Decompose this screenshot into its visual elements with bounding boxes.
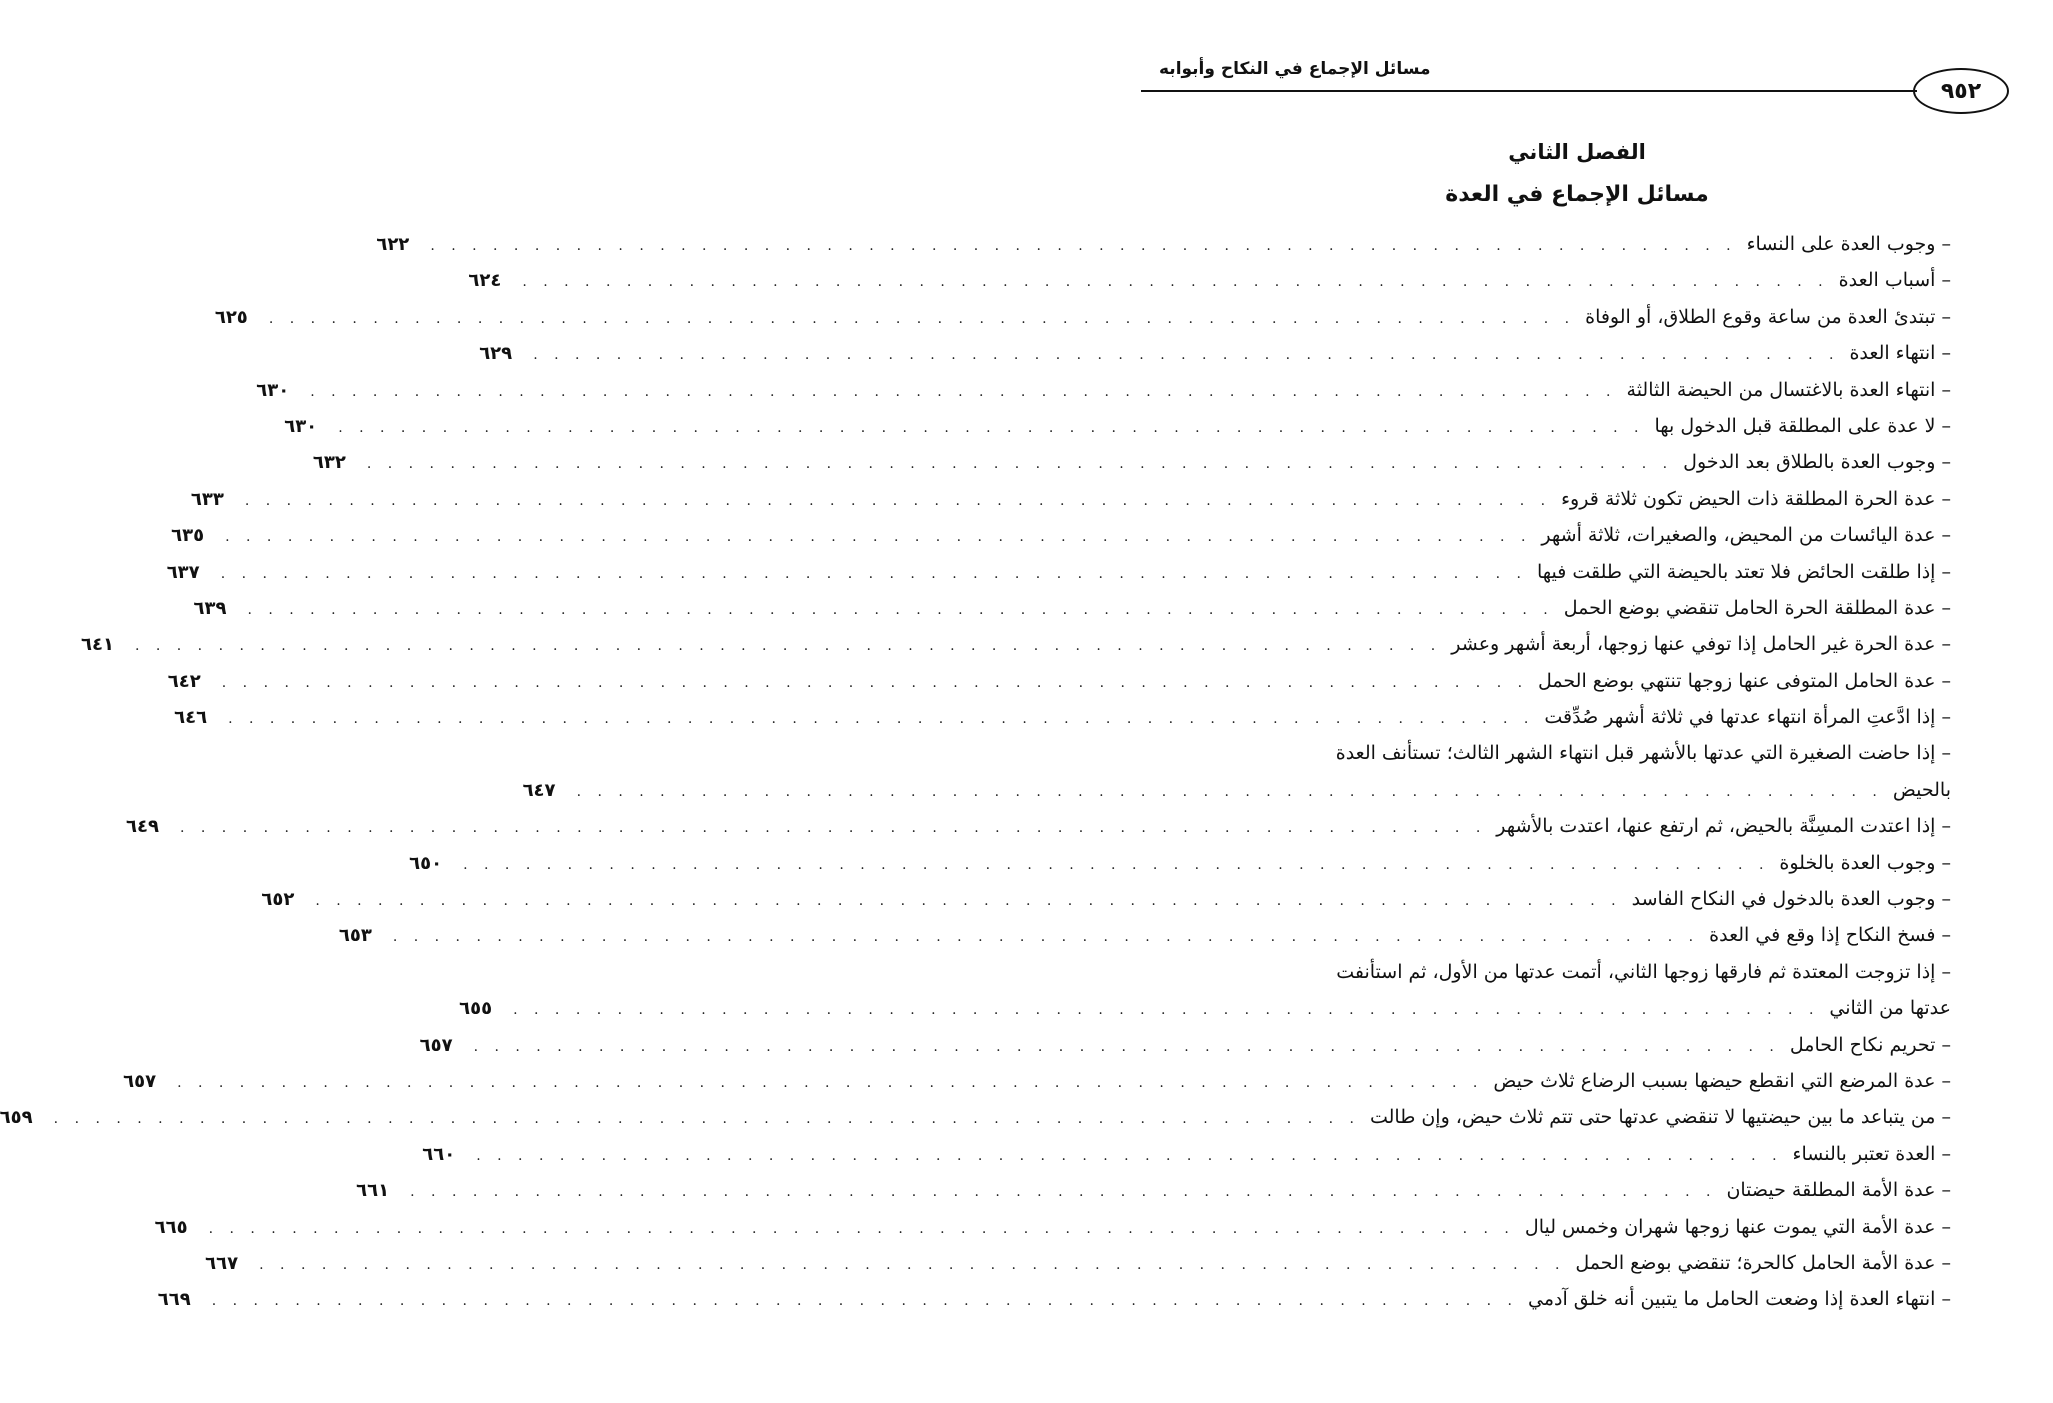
toc-entry[interactable] xyxy=(193,590,1951,626)
dot-leader: . . . . . . . . . . . . . . . . . . . . . . . . . . . . . . . . . . . . . . . . . . . . . . . . . . . . . . . . . . . . . . . xyxy=(392,929,1700,946)
toc-page-number: ٦٥٣ xyxy=(338,925,372,947)
toc-page-number: ٦٥٠ xyxy=(409,852,443,874)
toc-page-number: ٦٦١ xyxy=(356,1180,390,1202)
toc-entry[interactable] xyxy=(522,772,1951,808)
toc-entry[interactable] xyxy=(167,663,1951,699)
toc-page-number: ٦٣٢ xyxy=(312,452,346,474)
toc-page-number: ٦٤٦ xyxy=(174,707,208,729)
toc-entry[interactable] xyxy=(171,517,1951,553)
toc-entry-title: – عدة اليائسات من المحيض، والصغيرات، ثلاثة أشهر xyxy=(1541,524,1951,547)
toc-entry-title: – تبتدئ العدة من ساعة وقوع الطلاق، أو الوفاة xyxy=(1585,305,1951,328)
toc-entry[interactable] xyxy=(261,881,1951,917)
toc-page-number: ٦٣٠ xyxy=(284,415,318,437)
dot-leader: . . . . . . . . . . . . . . . . . . . . . . . . . . . . . . . . . . . . . . . . . . . . . . . . . . . . . . . . . . . . . . . xyxy=(366,456,1674,473)
toc-entry[interactable] xyxy=(468,262,1951,298)
dot-leader: . . . . . . . . . . . . . . . . . . . . . . . . . . . . . . . . . . . . . . . . . . . . . . . . . . . . . . . . . . . . . . . xyxy=(430,238,1737,254)
toc-entry[interactable] xyxy=(123,1063,1951,1099)
dot-leader: . . . . . . . . . . . . . . . . . . . . . . . . . . . . . . . . . . . . . . . . . . . . . . . . . . . . . . . . . . . . . . . xyxy=(473,1038,1780,1055)
dot-leader: . . . . . . . . . . . . . . . . . . . . . . . . . . . . . . . . . . . . . . . . . . . . . . . . . . . . . . . . . . . . . . . xyxy=(310,383,1617,400)
dot-leader: . . . . . . . . . . . . . . . . . . . . . . . . . . . . . . . . . . . . . . . . . . . . . . . . . . . . . . . . . . . . . . . xyxy=(208,1220,1515,1237)
toc-entry-title: – العدة تعتبر بالنساء xyxy=(1792,1142,1951,1165)
toc-page-number: ٦٣٣ xyxy=(190,488,224,510)
toc-entry[interactable] xyxy=(154,1209,1951,1245)
toc-entry-title: – وجوب العدة بالطلاق بعد الدخول xyxy=(1683,451,1951,474)
toc-entry-title: – إذا اعتدت المسِنَّة بالحيض، ثم ارتفع عنها، اعتدت بالأشهر xyxy=(1496,815,1951,838)
toc-page-number: ٦٤١ xyxy=(80,634,114,656)
toc-page-number: ٦٣٠ xyxy=(256,379,290,401)
toc-entry[interactable] xyxy=(312,444,1951,480)
page-number: ٩٥٢ xyxy=(1913,68,2009,114)
toc-entry-title: – وجوب العدة على النساء xyxy=(1746,233,1951,255)
toc-entry[interactable] xyxy=(80,626,1951,662)
toc-entry[interactable] xyxy=(190,481,1951,517)
toc-entry[interactable] xyxy=(422,1136,1951,1172)
toc-page-number: ٦٢٢ xyxy=(376,234,410,255)
toc-entry-continuation: بالحيض xyxy=(1892,778,1951,801)
toc-page-number: ٦٣٧ xyxy=(166,561,200,583)
toc-page-number: ٦٢٩ xyxy=(479,343,513,365)
toc-page-number: ٦٦٥ xyxy=(154,1216,188,1238)
toc-page-number: ٦٤٧ xyxy=(522,779,556,801)
dot-leader: . . . . . . . . . . . . . . . . . . . . . . . . . . . . . . . . . . . . . . . . . . . . . . . . . . . . . . . . . . . . . . . xyxy=(225,529,1532,546)
toc-entry[interactable] xyxy=(205,1245,1951,1281)
toc-page-number: ٦٥٩ xyxy=(0,1107,33,1129)
page-header xyxy=(1141,50,2013,110)
toc-entry[interactable] xyxy=(214,299,1951,335)
dot-leader: . . . . . . . . . . . . . . . . . . . . . . . . . . . . . . . . . . . . . . . . . . . . . . . . . . . . . . . . . . . . . . . xyxy=(228,711,1535,728)
toc-page-number: ٦٥٥ xyxy=(459,998,493,1020)
toc-entry-title: – إذا طلقت الحائض فلا تعتد بالحيضة التي طلقت فيها xyxy=(1536,560,1951,583)
toc-entry[interactable] xyxy=(459,990,1951,1026)
dot-leader: . . . . . . . . . . . . . . . . . . . . . . . . . . . . . . . . . . . . . . . . . . . . . . . . . . . . . . . . . . . . . . . xyxy=(211,1293,1519,1310)
dot-leader: . . . . . . . . . . . . . . . . . . . . . . . . . . . . . . . . . . . . . . . . . . . . . . . . . . . . . . . . . . . . . . . xyxy=(338,419,1645,436)
toc-entry[interactable] xyxy=(376,226,1951,262)
toc-entry-title: – انتهاء العدة إذا وضعت الحامل ما يتبين أنه خلق آدمي xyxy=(1528,1288,1951,1311)
toc-page-number: ٦٤٩ xyxy=(126,816,159,838)
dot-leader: . . . . . . . . . . . . . . . . . . . . . . . . . . . . . . . . . . . . . . . . . . . . . . . . . . . . . . . . . . . . . . . xyxy=(244,492,1552,509)
toc-page-number: ٦٦٧ xyxy=(205,1252,239,1274)
dot-leader: . . . . . . . . . . . . . . . . . . . . . . . . . . . . . . . . . . . . . . . . . . . . . . . . . . . . . . . . . . . . . . . xyxy=(177,1074,1484,1091)
toc-entry[interactable] xyxy=(284,408,1951,444)
toc-page-number: ٦٣٥ xyxy=(171,525,205,547)
toc-entry-title: – عدة الأمة التي يموت عنها زوجها شهران وخمس ليال xyxy=(1524,1215,1951,1238)
dot-leader: . . . . . . . . . . . . . . . . . . . . . . . . . . . . . . . . . . . . . . . . . . . . . . . . . . . . . . . . . . . . . . . xyxy=(315,893,1622,910)
chapter-title: الفصل الثاني xyxy=(1508,140,1646,164)
toc-entry[interactable] xyxy=(256,372,1951,408)
toc-entry-title: – عدة المرضع التي انقطع حيضها بسبب الرضاع ثلاث حيض xyxy=(1493,1069,1951,1092)
toc-entry-title: – عدة المطلقة الحرة الحامل تنقضي بوضع الحمل xyxy=(1563,596,1951,619)
toc-page-number: ٦٥٧ xyxy=(419,1034,453,1056)
toc-entry[interactable] xyxy=(157,1281,1951,1317)
toc-entry-first-line: – إذا تزوجت المعتدة ثم فارقها زوجها الثاني، أتمت عدتها من الأول، ثم استأنفت xyxy=(1336,960,1951,983)
toc-entry-title: – انتهاء العدة بالاغتسال من الحيضة الثالثة xyxy=(1626,378,1951,401)
header-rule xyxy=(1141,90,1917,92)
toc-page-number: ٦٢٤ xyxy=(468,270,502,292)
toc-entry-title: – عدة الأمة المطلقة حيضتان xyxy=(1726,1179,1951,1202)
toc-entry-title: – وجوب العدة بالخلوة xyxy=(1779,851,1951,874)
dot-leader: . . . . . . . . . . . . . . . . . . . . . . . . . . . . . . . . . . . . . . . . . . . . . . . . . . . . . . . . . . . . . . . xyxy=(522,274,1829,291)
toc-page-number: ٦٢٥ xyxy=(214,306,248,328)
toc-entry[interactable] xyxy=(174,699,1951,735)
toc-entry-title: – تحريم نكاح الحامل xyxy=(1789,1033,1951,1056)
toc-entry-title: – من يتباعد ما بين حيضتيها لا تنقضي عدتها حتى تتم ثلاث حيض، وإن طالت xyxy=(1369,1106,1951,1129)
dot-leader: . . . . . . . . . . . . . . . . . . . . . . . . . . . . . . . . . . . . . . . . . . . . . . . . . . . . . . . . . . . . . . . xyxy=(410,1184,1717,1201)
table-of-contents xyxy=(0,226,1951,1318)
toc-entry-title: – عدة الحرة المطلقة ذات الحيض تكون ثلاثة قروء xyxy=(1561,487,1951,510)
dot-leader: . . . . . . . . . . . . . . . . . . . . . . . . . . . . . . . . . . . . . . . . . . . . . . . . . . . . . . . . . . . . . . . xyxy=(53,1111,1360,1128)
toc-entry-first-line: – إذا حاضت الصغيرة التي عدتها بالأشهر قبل انتهاء الشهر الثالث؛ تستأنف العدة xyxy=(1335,742,1951,765)
dot-leader: . . . . . . . . . . . . . . . . . . . . . . . . . . . . . . . . . . . . . . . . . . . . . . . . . . . . . . . . . . . . . . . xyxy=(247,601,1554,618)
dot-leader: . . . . . . . . . . . . . . . . . . . . . . . . . . . . . . . . . . . . . . . . . . . . . . . . . . . . . . . . . . . . . . . xyxy=(533,347,1840,364)
toc-entry[interactable] xyxy=(419,1027,1951,1063)
toc-entry[interactable] xyxy=(126,808,1951,844)
toc-entry-title: – أسباب العدة xyxy=(1838,269,1951,292)
toc-entry[interactable] xyxy=(479,335,1951,371)
dot-leader: . . . . . . . . . . . . . . . . . . . . . . . . . . . . . . . . . . . . . . . . . . . . . . . . . . . . . . . . . . . . . . . xyxy=(576,783,1883,800)
dot-leader: . . . . . . . . . . . . . . . . . . . . . . . . . . . . . . . . . . . . . . . . . . . . . . . . . . . . . . . . . . . . . . . xyxy=(180,820,1487,837)
running-title: مسائل الإجماع في النكاح وأبوابه xyxy=(1159,59,1431,79)
dot-leader: . . . . . . . . . . . . . . . . . . . . . . . . . . . . . . . . . . . . . . . . . . . . . . . . . . . . . . . . . . . . . . . xyxy=(268,310,1576,327)
toc-page-number: ٦٥٢ xyxy=(261,889,295,911)
toc-entry[interactable] xyxy=(0,1099,1951,1135)
toc-page-number: ٦٥٧ xyxy=(123,1070,157,1092)
dot-leader: . . . . . . . . . . . . . . . . . . . . . . . . . . . . . . . . . . . . . . . . . . . . . . . . . . . . . . . . . . . . . . . xyxy=(513,1002,1820,1019)
dot-leader: . . . . . . . . . . . . . . . . . . . . . . . . . . . . . . . . . . . . . . . . . . . . . . . . . . . . . . . . . . . . . . . xyxy=(221,674,1529,691)
dot-leader: . . . . . . . . . . . . . . . . . . . . . . . . . . . . . . . . . . . . . . . . . . . . . . . . . . . . . . . . . . . . . . . xyxy=(259,1256,1566,1273)
toc-page-number: ٦٤٢ xyxy=(167,670,201,692)
toc-entry-title: – عدة الحامل المتوفى عنها زوجها تنتهي بوضع الحمل xyxy=(1538,669,1951,692)
toc-entry[interactable] xyxy=(356,1172,1951,1208)
section-title: مسائل الإجماع في العدة xyxy=(1445,182,1709,207)
toc-entry-continuation: عدتها من الثاني xyxy=(1829,997,1951,1020)
toc-entry[interactable] xyxy=(338,917,1951,953)
dot-leader: . . . . . . . . . . . . . . . . . . . . . . . . . . . . . . . . . . . . . . . . . . . . . . . . . . . . . . . . . . . . . . . xyxy=(134,638,1442,655)
toc-entry-title: – إذا ادَّعتِ المرأة انتهاء عدتها في ثلاثة أشهر صُدِّقت xyxy=(1544,706,1951,729)
toc-entry-title: – عدة الأمة الحامل كالحرة؛ تنقضي بوضع الحمل xyxy=(1575,1251,1951,1274)
toc-entry-title: – فسخ النكاح إذا وقع في العدة xyxy=(1709,924,1951,947)
toc-entry[interactable] xyxy=(166,554,1951,590)
toc-page-number: ٦٦٠ xyxy=(422,1143,456,1165)
toc-entry-title: – انتهاء العدة xyxy=(1849,342,1951,365)
toc-entry-title: – عدة الحرة غير الحامل إذا توفي عنها زوجها، أربعة أشهر وعشر xyxy=(1451,633,1951,656)
toc-page-number: ٦٦٩ xyxy=(157,1289,191,1311)
toc-entry-title: – لا عدة على المطلقة قبل الدخول بها xyxy=(1654,414,1951,437)
toc-entry[interactable] xyxy=(409,845,1951,881)
dot-leader: . . . . . . . . . . . . . . . . . . . . . . . . . . . . . . . . . . . . . . . . . . . . . . . . . . . . . . . . . . . . . . . xyxy=(476,1147,1783,1164)
toc-entry-title: – وجوب العدة بالدخول في النكاح الفاسد xyxy=(1631,888,1951,911)
dot-leader: . . . . . . . . . . . . . . . . . . . . . . . . . . . . . . . . . . . . . . . . . . . . . . . . . . . . . . . . . . . . . . . xyxy=(220,565,1527,582)
toc-page-number: ٦٣٩ xyxy=(193,597,227,619)
dot-leader: . . . . . . . . . . . . . . . . . . . . . . . . . . . . . . . . . . . . . . . . . . . . . . . . . . . . . . . . . . . . . . . xyxy=(463,856,1770,873)
